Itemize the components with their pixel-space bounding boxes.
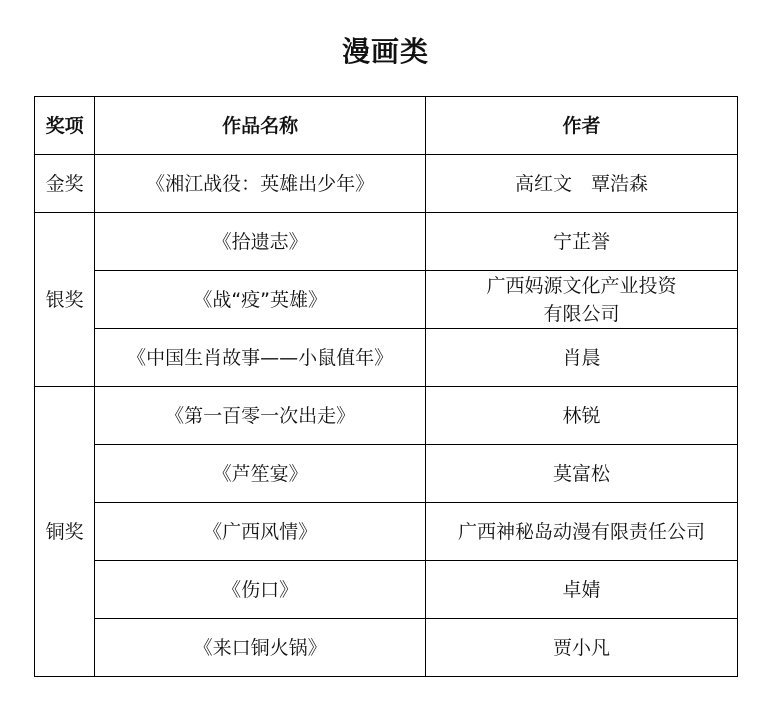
author <box>426 271 738 329</box>
work-title: 《第一百零一次出走》 <box>95 387 426 445</box>
table-header-row <box>35 97 738 155</box>
author-line: 广西妈源文化产业投资 <box>486 274 677 297</box>
author: 高红文 覃浩森 <box>426 155 738 213</box>
author: 莫富松 <box>426 445 738 503</box>
table-row <box>35 561 738 619</box>
page-title: 漫画类 <box>341 35 429 68</box>
work-title: 《湘江战役：英雄出少年》 <box>95 155 426 213</box>
author: 林锐 <box>426 387 738 445</box>
work-title: 《中国生肖故事——小鼠值年》 <box>95 329 426 387</box>
table-row <box>35 271 738 329</box>
author: 广西神秘岛动漫有限责任公司 <box>426 503 738 561</box>
header-author: 作者 <box>426 97 738 155</box>
work-title: 《战“疫”英雄》 <box>95 271 426 329</box>
award-bronze: 铜奖 <box>35 387 95 677</box>
table-row <box>35 387 738 445</box>
table-row <box>35 329 738 387</box>
award-silver: 银奖 <box>35 213 95 387</box>
author: 卓婧 <box>426 561 738 619</box>
author: 宁芷誉 <box>426 213 738 271</box>
work-title: 《伤口》 <box>95 561 426 619</box>
table-row <box>35 503 738 561</box>
table-row <box>35 213 738 271</box>
awards-table <box>34 96 738 677</box>
work-title: 《拾遗志》 <box>95 213 426 271</box>
table-row <box>35 445 738 503</box>
author: 贾小凡 <box>426 619 738 677</box>
author-line: 有限公司 <box>543 302 620 325</box>
author: 肖晨 <box>426 329 738 387</box>
table-row <box>35 619 738 677</box>
work-title: 《芦笙宴》 <box>95 445 426 503</box>
header-award: 奖项 <box>35 97 95 155</box>
header-work-title: 作品名称 <box>95 97 426 155</box>
award-gold: 金奖 <box>35 155 95 213</box>
table-row <box>35 155 738 213</box>
work-title: 《广西风情》 <box>95 503 426 561</box>
work-title: 《来口铜火锅》 <box>95 619 426 677</box>
